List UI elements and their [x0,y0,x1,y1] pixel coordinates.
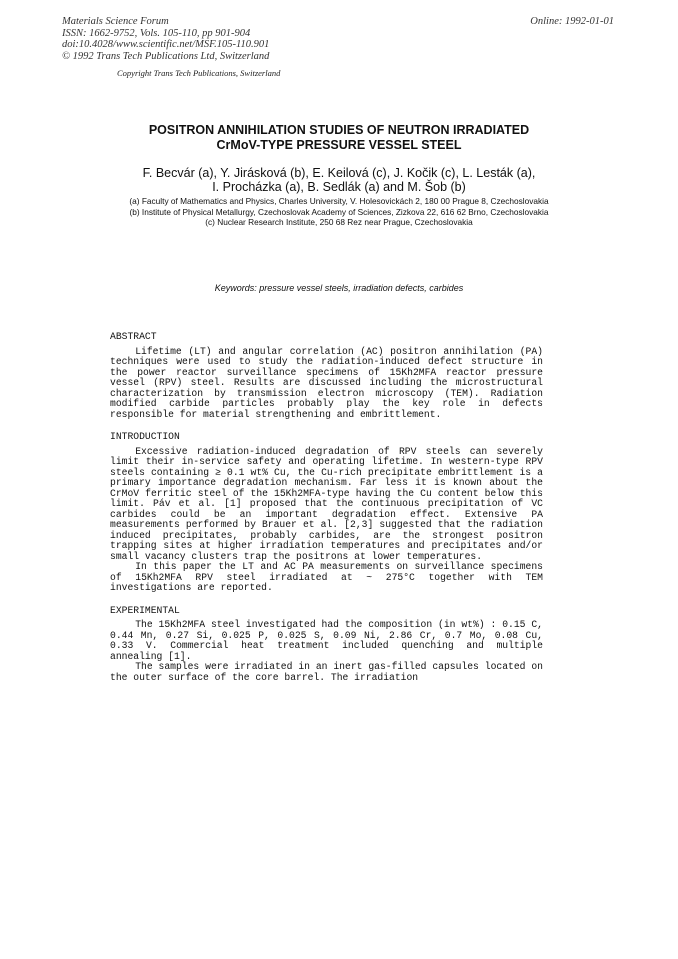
journal-header [62,16,269,62]
online-date: Online: 1992-01-01 [530,16,614,27]
author-list [0,166,678,194]
affiliation-b: (b) Institute of Physical Metallurgy, Czechoslovak Academy of Sciences, Zizkova 22, 616 62 Brno, Czechoslovakia [129,206,549,217]
abstract-paragraph: Lifetime (LT) and angular correlation (AC) positron annihilation (PA) techniques were used to study the radiation-induced defect structure in the power reactor surveillance specimens of 15Kh2MFA reactor pressure vessel (RPV) steel. Results are discussed including the microstructural characterization by transmission electron microscopy (TEM). Radiation modified carbide particles probably play the key role in defects responsible for material strengthening and embrittlement. [110,345,543,420]
experimental-paragraph-2: The samples were irradiated in an inert gas-filled capsules located on the outer surface of the core barrel. The irradiation [110,661,543,683]
keywords-line: Keywords: pressure vessel steels, irradiation defects, carbides [214,283,464,293]
affiliation-c: (c) Nuclear Research Institute, 250 68 Rez near Prague, Czechoslovakia [205,217,473,227]
experimental-paragraph-1: The 15Kh2MFA steel investigated had the composition (in wt%) : 0.15 C, 0.44 Mn, 0.27 Si, 0.025 P, 0.025 S, 0.09 Ni, 2.86 Cr, 0.7 Mo, 0.08 Cu, 0.33 V. Commercial heat treatment included quenching and multiple annealing [1]. [110,619,543,662]
introduction-section [110,432,543,594]
paper-body [110,332,543,695]
title-line-2: CrMoV-TYPE PRESSURE VESSEL STEEL [216,138,462,152]
journal-name: Materials Science Forum [62,16,169,27]
authors-line-2: I. Procházka (a), B. Sedlák (a) and M. Šob (b) [212,180,466,194]
authors-line-1: F. Becvár (a), Y. Jirásková (b), E. Keilová (c), J. Kočik (c), L. Lesták (a), [142,166,536,180]
doi-line: doi:10.4028/www.scientific.net/MSF.105-110.901 [62,39,270,50]
abstract-heading: ABSTRACT [110,331,157,342]
introduction-heading: INTRODUCTION [110,431,180,442]
abstract-section [110,332,543,420]
affiliations [100,196,578,228]
experimental-heading: EXPERIMENTAL [110,604,180,616]
publisher-note: Copyright Trans Tech Publications, Switzerland [117,68,281,78]
title-line-1: POSITRON ANNIHILATION STUDIES OF NEUTRON IRRADIATED [148,123,530,137]
introduction-paragraph-2: In this paper the LT and AC PA measurements on surveillance specimens of 15Kh2MFA RPV steel irradiated at ~ 275°C together with TEM investigations are reported. [110,561,543,593]
paper-title [0,123,678,153]
introduction-paragraph-1: Excessive radiation-induced degradation of RPV steels can severely limit their in-service safety and operating lifetime. In western-type RPV steels containing ≥ 0.1 wt% Cu, the Cu-rich precipitate embrittlement is a primary importance degradation mechanism. Far less it is known about the CrMoV ferritic steel of the 15Kh2MFA-type having the Cu content below this limit. Páv et al. [1] proposed that the continuous precipitation of VC carbides could be an important degradation effect. Extensive PA measurements performed by Brauer et al. [2,3] suggested that the radiation induced precipitates, probably carbides, are the strongest positron trapping sites at higher irradiation temperatures and precipitates and/or small vacancy clusters trap the positrons at lower temperatures. [110,445,543,562]
experimental-section [110,606,543,684]
copyright-line: © 1992 Trans Tech Publications Ltd, Switzerland [62,50,270,62]
issn-line: ISSN: 1662-9752, Vols. 105-110, pp 901-904 [62,27,251,39]
affiliation-a: (a) Faculty of Mathematics and Physics, Charles University, V. Holesovickách 2, 180 00 Prague 8, Czechoslovakia [129,196,549,206]
